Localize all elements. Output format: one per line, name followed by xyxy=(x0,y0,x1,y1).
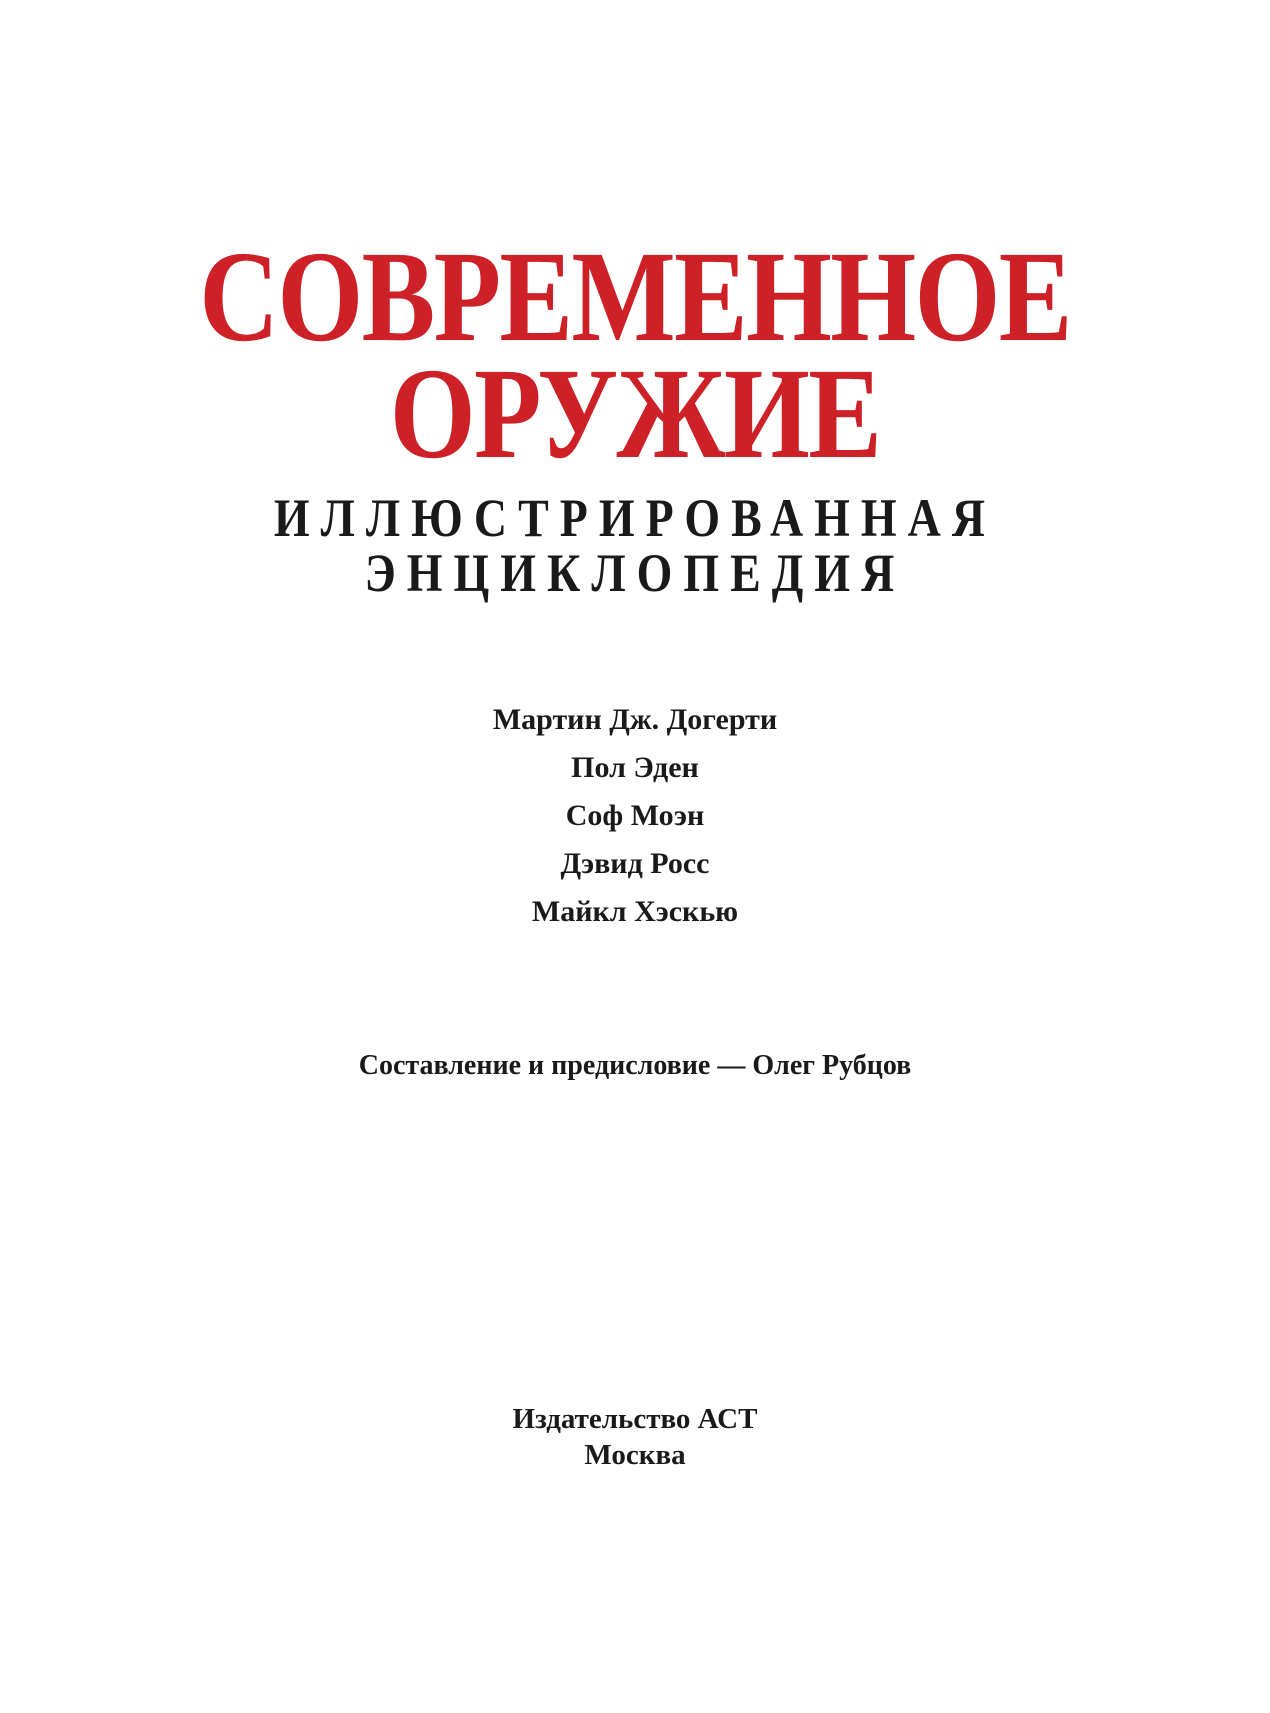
publisher-city: Москва xyxy=(584,1439,686,1471)
author-name: Соф Моэн xyxy=(565,799,705,832)
book-subtitle-line-1: ИЛЛЮСТРИРОВАННАЯ xyxy=(273,488,997,548)
author-name: Дэвид Росс xyxy=(560,847,710,880)
author-name: Мартин Дж. Догерти xyxy=(492,703,778,736)
compiler-credit: Составление и предисловие — Олег Рубцов xyxy=(358,1050,912,1081)
book-subtitle-line-2: ЭНЦИКЛОПЕДИЯ xyxy=(364,543,906,603)
book-title-line-2: ОРУЖИЕ xyxy=(389,342,881,486)
author-name: Пол Эден xyxy=(571,751,699,784)
publisher-name: Издательство АСТ xyxy=(512,1403,758,1435)
book-title-line-1: СОВРЕМЕННОЕ xyxy=(199,225,1071,369)
author-name: Майкл Хэскью xyxy=(531,895,739,928)
